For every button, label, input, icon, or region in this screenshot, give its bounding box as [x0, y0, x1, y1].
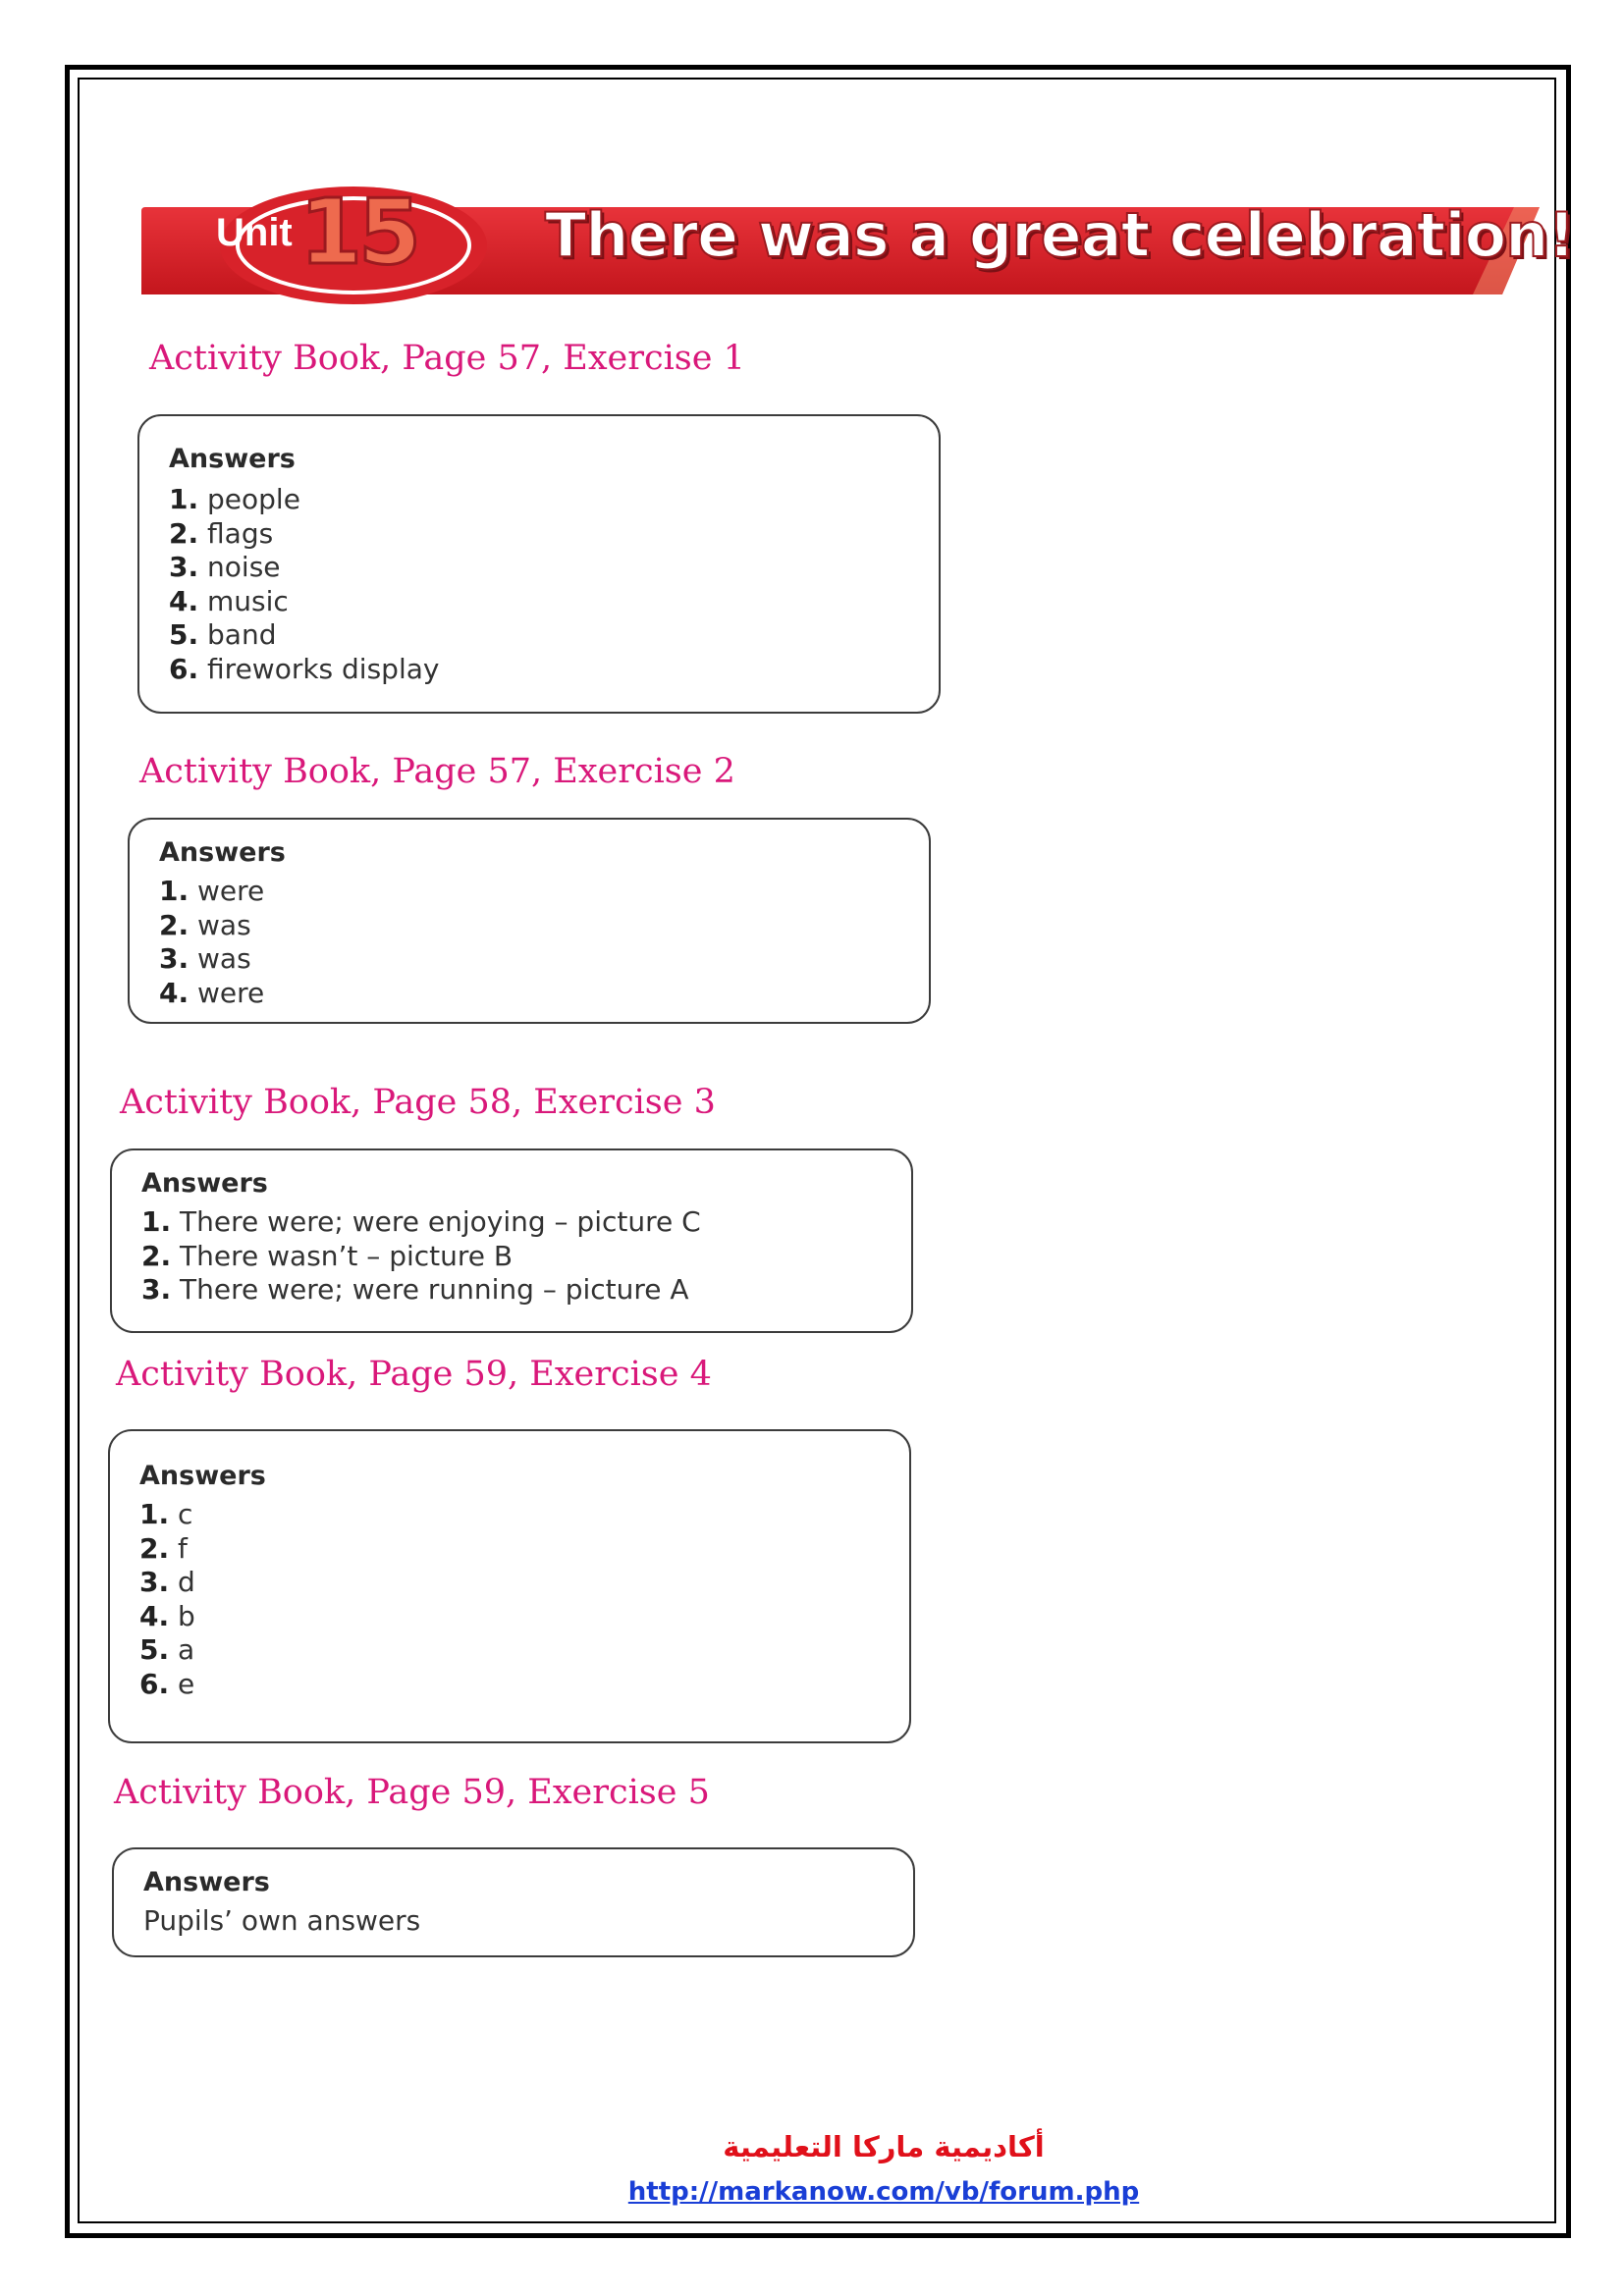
forum-link[interactable]: http://markanow.com/vb/forum.php	[627, 2177, 1140, 2207]
exercise-heading: Activity Book, Page 59, Exercise 4	[116, 1355, 712, 1394]
answer-list	[139, 1498, 195, 1701]
list-item: 4. music	[169, 584, 289, 617]
answer-list	[169, 483, 439, 686]
academy-name: أكاديمية ماركا التعليمية	[723, 2130, 1045, 2163]
answer-box	[137, 414, 941, 714]
answer-list	[159, 875, 264, 1010]
exercise-heading: Activity Book, Page 59, Exercise 5	[114, 1773, 710, 1812]
list-item: 2. There wasn’t – picture B	[141, 1239, 514, 1272]
list-item: 1. c	[139, 1498, 193, 1530]
list-item: 2. was	[159, 908, 251, 941]
exercise-heading: Activity Book, Page 58, Exercise 3	[120, 1083, 716, 1122]
list-item: 1. There were; were enjoying – picture C	[141, 1205, 701, 1238]
exercise-heading: Activity Book, Page 57, Exercise 2	[139, 752, 735, 791]
unit-banner	[128, 172, 1575, 319]
list-item: 1. were	[159, 875, 265, 907]
list-item: 4. were	[159, 976, 265, 1009]
list-item: 3. noise	[169, 551, 281, 583]
answer-box	[112, 1847, 915, 1957]
list-item: 4. b	[139, 1599, 195, 1632]
answer-box	[110, 1148, 913, 1333]
list-item: 5. a	[139, 1633, 195, 1666]
answer-box	[108, 1429, 911, 1743]
answer-text: Pupils’ own answers	[143, 1904, 421, 1937]
answers-title: Answers	[143, 1867, 270, 1897]
answers-title: Answers	[169, 444, 296, 474]
list-item: 5. band	[169, 618, 277, 651]
list-item: 3. was	[159, 942, 251, 975]
list-item: 2. f	[139, 1531, 188, 1565]
list-item: 6. fireworks display	[169, 652, 440, 685]
list-item: 3. d	[139, 1566, 195, 1598]
list-item: 3. There were; were running – picture A	[141, 1273, 689, 1306]
unit-number: 15	[299, 180, 418, 285]
answers-title: Answers	[141, 1168, 268, 1199]
unit-title: There was a great celebration!	[545, 199, 1575, 271]
list-item: 2. flags	[169, 516, 274, 550]
answer-box	[128, 818, 931, 1024]
answers-title: Answers	[139, 1461, 266, 1491]
unit-label: Unit	[216, 211, 293, 254]
list-item: 1. people	[169, 483, 300, 515]
answers-title: Answers	[159, 837, 286, 868]
exercise-heading: Activity Book, Page 57, Exercise 1	[149, 339, 745, 378]
list-item: 6. e	[139, 1667, 195, 1700]
answer-list	[141, 1205, 701, 1308]
